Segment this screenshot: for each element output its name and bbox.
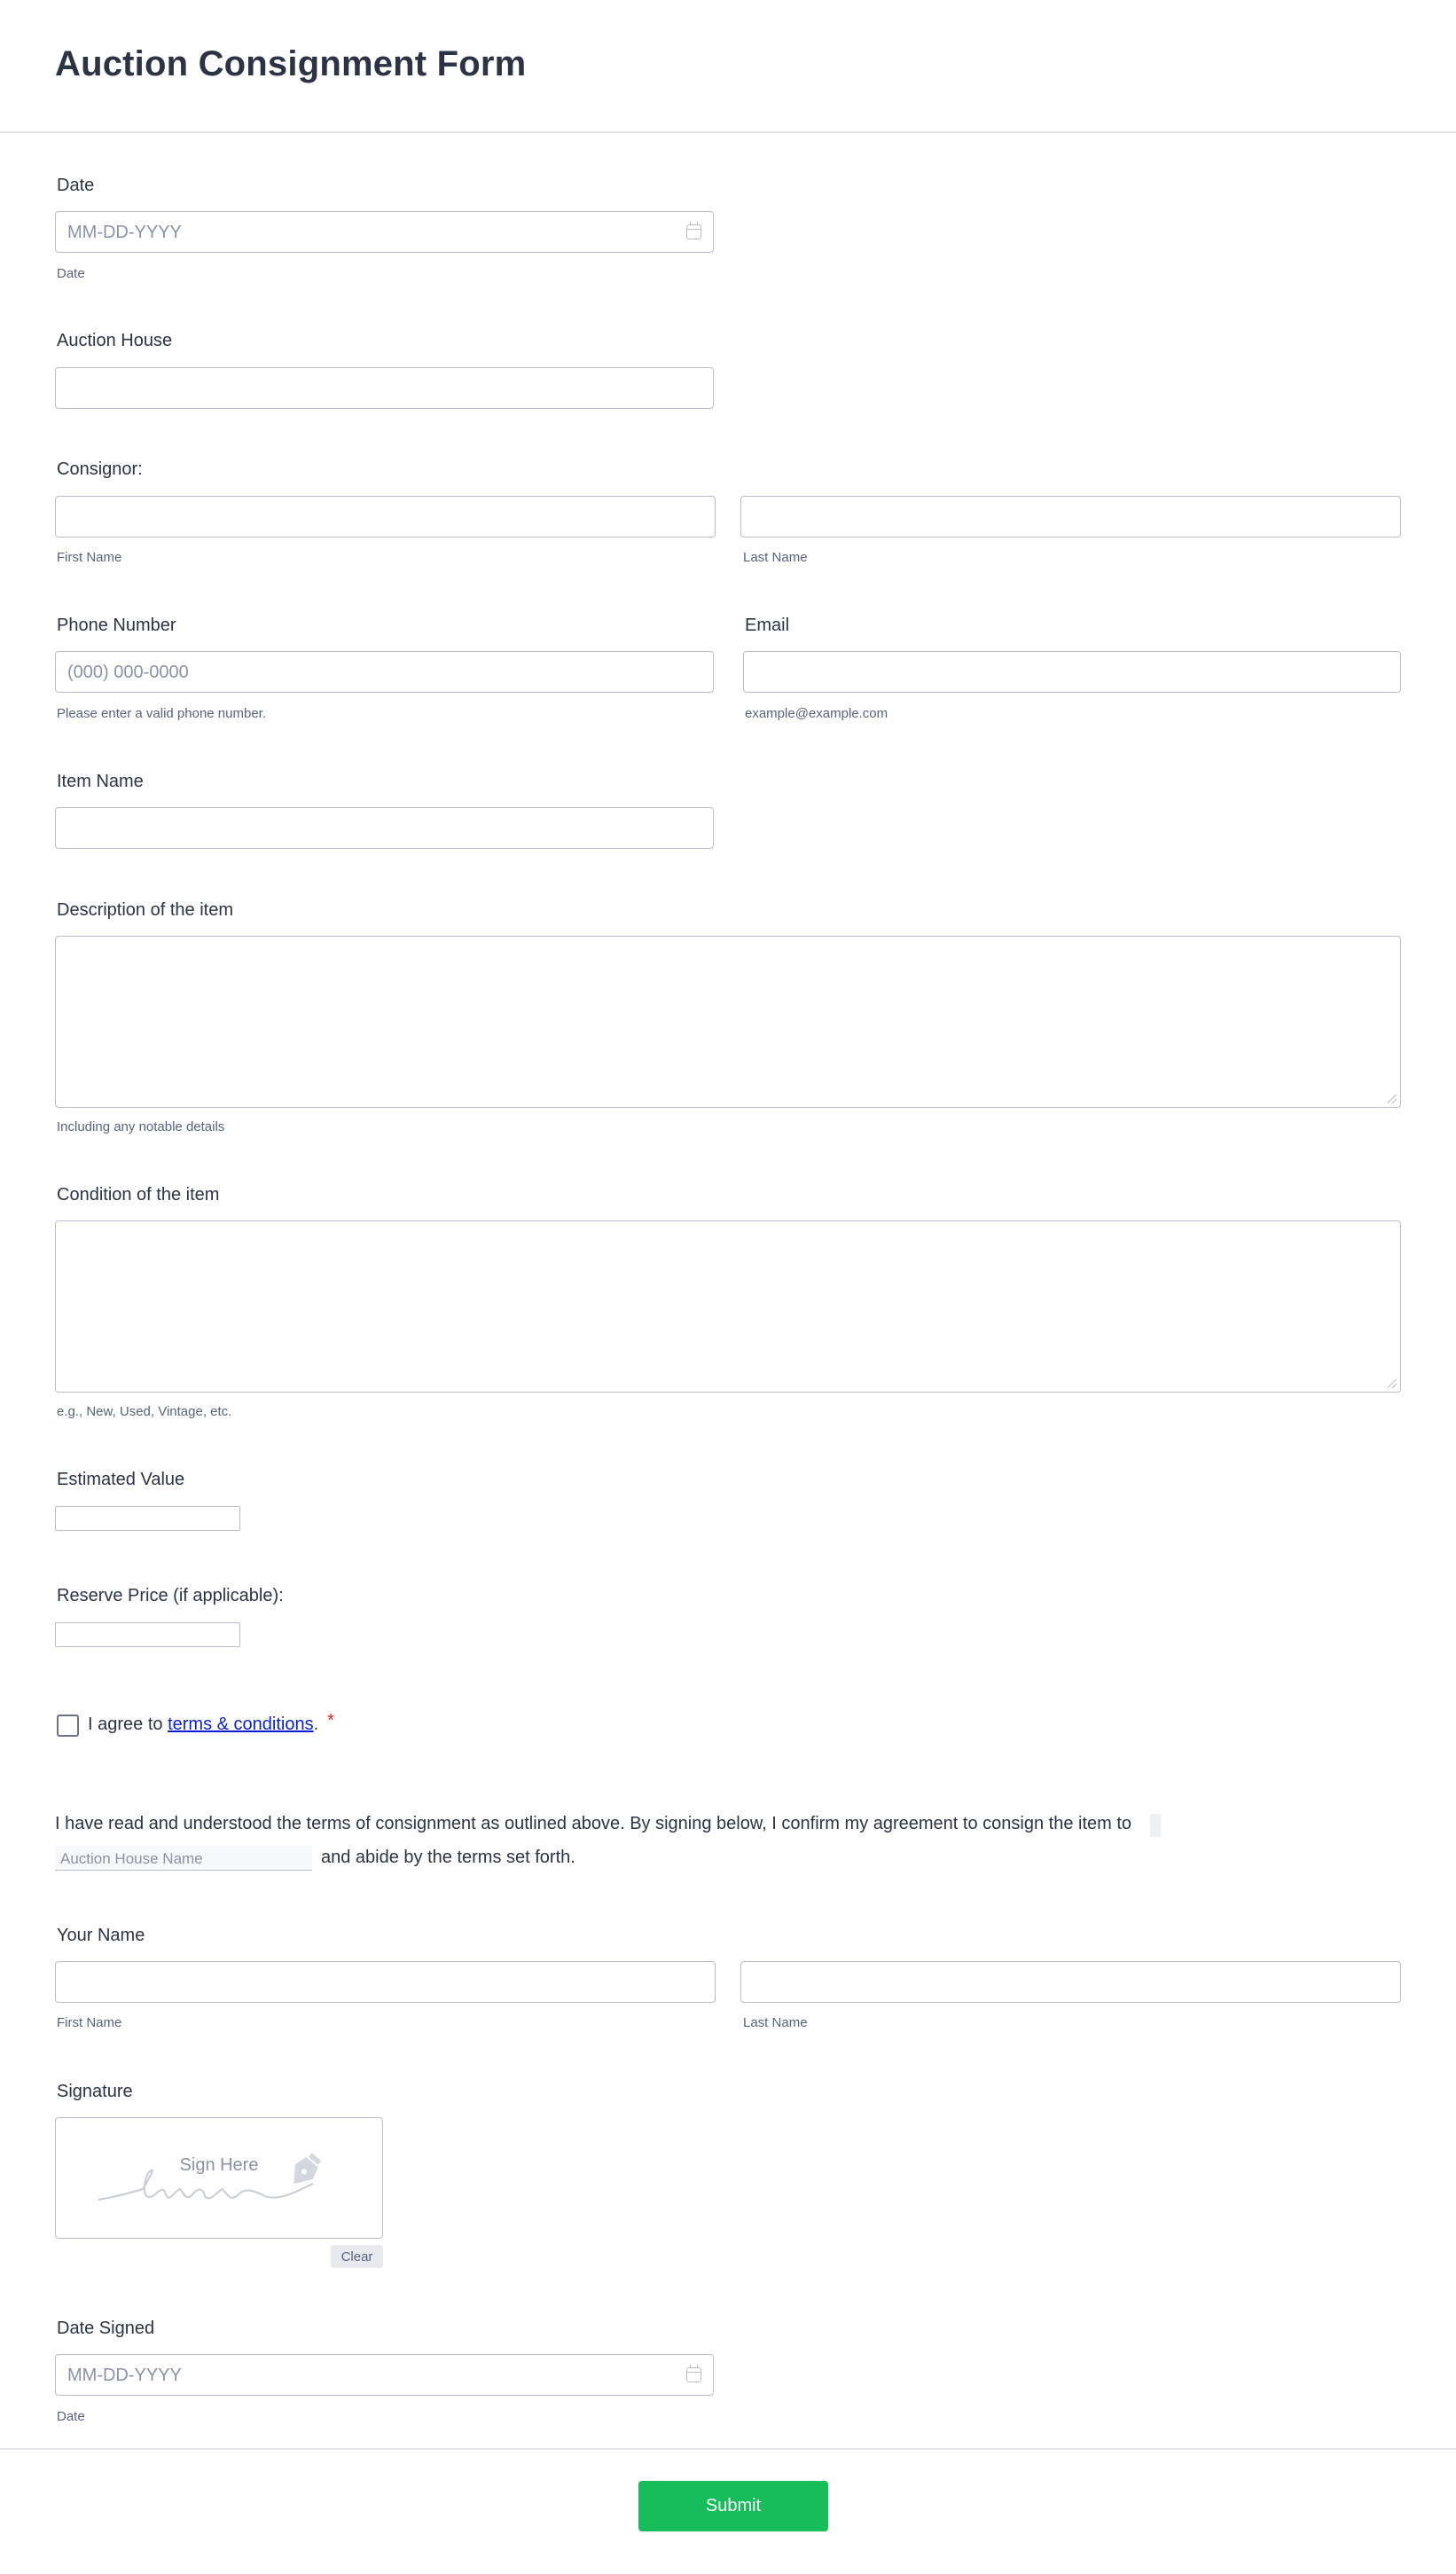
condition-label: Condition of the item bbox=[57, 1185, 220, 1205]
calendar-icon[interactable] bbox=[686, 2367, 701, 2382]
phone-input[interactable] bbox=[55, 651, 714, 693]
signature-scribble-icon bbox=[56, 2118, 384, 2240]
email-input[interactable] bbox=[743, 651, 1401, 693]
form-header bbox=[0, 0, 1456, 133]
email-sublabel: example@example.com bbox=[745, 706, 888, 721]
signature-pad[interactable] bbox=[55, 2117, 383, 2239]
auction-house-name-placeholder: Auction House Name bbox=[60, 1850, 203, 1867]
date-input[interactable] bbox=[55, 211, 714, 253]
description-sublabel: Including any notable details bbox=[57, 1119, 225, 1134]
condition-sublabel: e.g., New, Used, Vintage, etc. bbox=[57, 1404, 232, 1419]
date-signed-label: Date Signed bbox=[57, 2319, 155, 2338]
description-label: Description of the item bbox=[57, 900, 233, 920]
reserve-price-input[interactable] bbox=[55, 1622, 240, 1647]
item-name-input[interactable] bbox=[55, 807, 714, 849]
your-last-sublabel: Last Name bbox=[743, 2015, 808, 2030]
consignor-label: Consignor: bbox=[57, 459, 143, 479]
item-name-label: Item Name bbox=[57, 772, 144, 791]
consignor-last-name-input[interactable] bbox=[740, 496, 1401, 538]
calendar-icon[interactable] bbox=[686, 224, 701, 239]
terms-link[interactable]: terms & conditions bbox=[168, 1715, 314, 1734]
agreement-text-line2: and abide by the terms set forth. bbox=[321, 1848, 575, 1867]
your-name-label: Your Name bbox=[57, 1926, 145, 1945]
your-first-sublabel: First Name bbox=[57, 2015, 122, 2030]
email-label: Email bbox=[745, 616, 790, 635]
description-textarea[interactable] bbox=[55, 936, 1401, 1108]
consignor-first-name-input[interactable] bbox=[55, 496, 716, 538]
your-first-name-input[interactable] bbox=[55, 1961, 716, 2003]
phone-label: Phone Number bbox=[57, 616, 176, 635]
date-signed-input[interactable] bbox=[55, 2354, 714, 2396]
date-signed-placeholder: MM-DD-YYYY bbox=[67, 2366, 182, 2385]
resize-handle-icon[interactable] bbox=[1388, 1095, 1397, 1103]
auction-house-label: Auction House bbox=[57, 331, 173, 350]
date-sublabel: Date bbox=[57, 266, 85, 281]
date-label: Date bbox=[57, 176, 95, 195]
phone-sublabel: Please enter a valid phone number. bbox=[57, 706, 266, 721]
your-last-name-input[interactable] bbox=[740, 1961, 1401, 2003]
auction-house-input[interactable] bbox=[55, 367, 714, 409]
consignor-last-sublabel: Last Name bbox=[743, 550, 808, 565]
reserve-price-label: Reserve Price (if applicable): bbox=[57, 1586, 284, 1605]
auction-house-name-inline-input[interactable] bbox=[55, 1846, 312, 1871]
date-signed-sublabel: Date bbox=[57, 2409, 85, 2424]
resize-handle-icon[interactable] bbox=[1388, 1379, 1397, 1388]
terms-suffix: . bbox=[313, 1715, 319, 1734]
clear-signature-button[interactable]: Clear bbox=[331, 2245, 383, 2268]
terms-prefix: I agree to bbox=[88, 1715, 168, 1734]
form-title: Auction Consignment Form bbox=[55, 44, 527, 83]
estimated-value-label: Estimated Value bbox=[57, 1470, 185, 1489]
condition-textarea[interactable] bbox=[55, 1220, 1401, 1393]
signature-label: Signature bbox=[57, 2082, 133, 2101]
agreement-inline-chip bbox=[1150, 1814, 1161, 1837]
phone-placeholder: (000) 000-0000 bbox=[67, 663, 189, 682]
required-mark: * bbox=[327, 1711, 334, 1730]
date-placeholder: MM-DD-YYYY bbox=[67, 223, 182, 242]
consignor-first-sublabel: First Name bbox=[57, 550, 122, 565]
submit-button[interactable]: Submit bbox=[638, 2481, 828, 2531]
terms-checkbox[interactable] bbox=[57, 1715, 79, 1737]
estimated-value-input[interactable] bbox=[55, 1506, 240, 1531]
sign-here-hint: Sign Here bbox=[179, 2155, 259, 2175]
terms-label bbox=[88, 1711, 334, 1735]
agreement-text-line1: I have read and understood the terms of consignment as outlined above. By signing below, I confirm my agreement to consign the item to bbox=[55, 1814, 1132, 1833]
